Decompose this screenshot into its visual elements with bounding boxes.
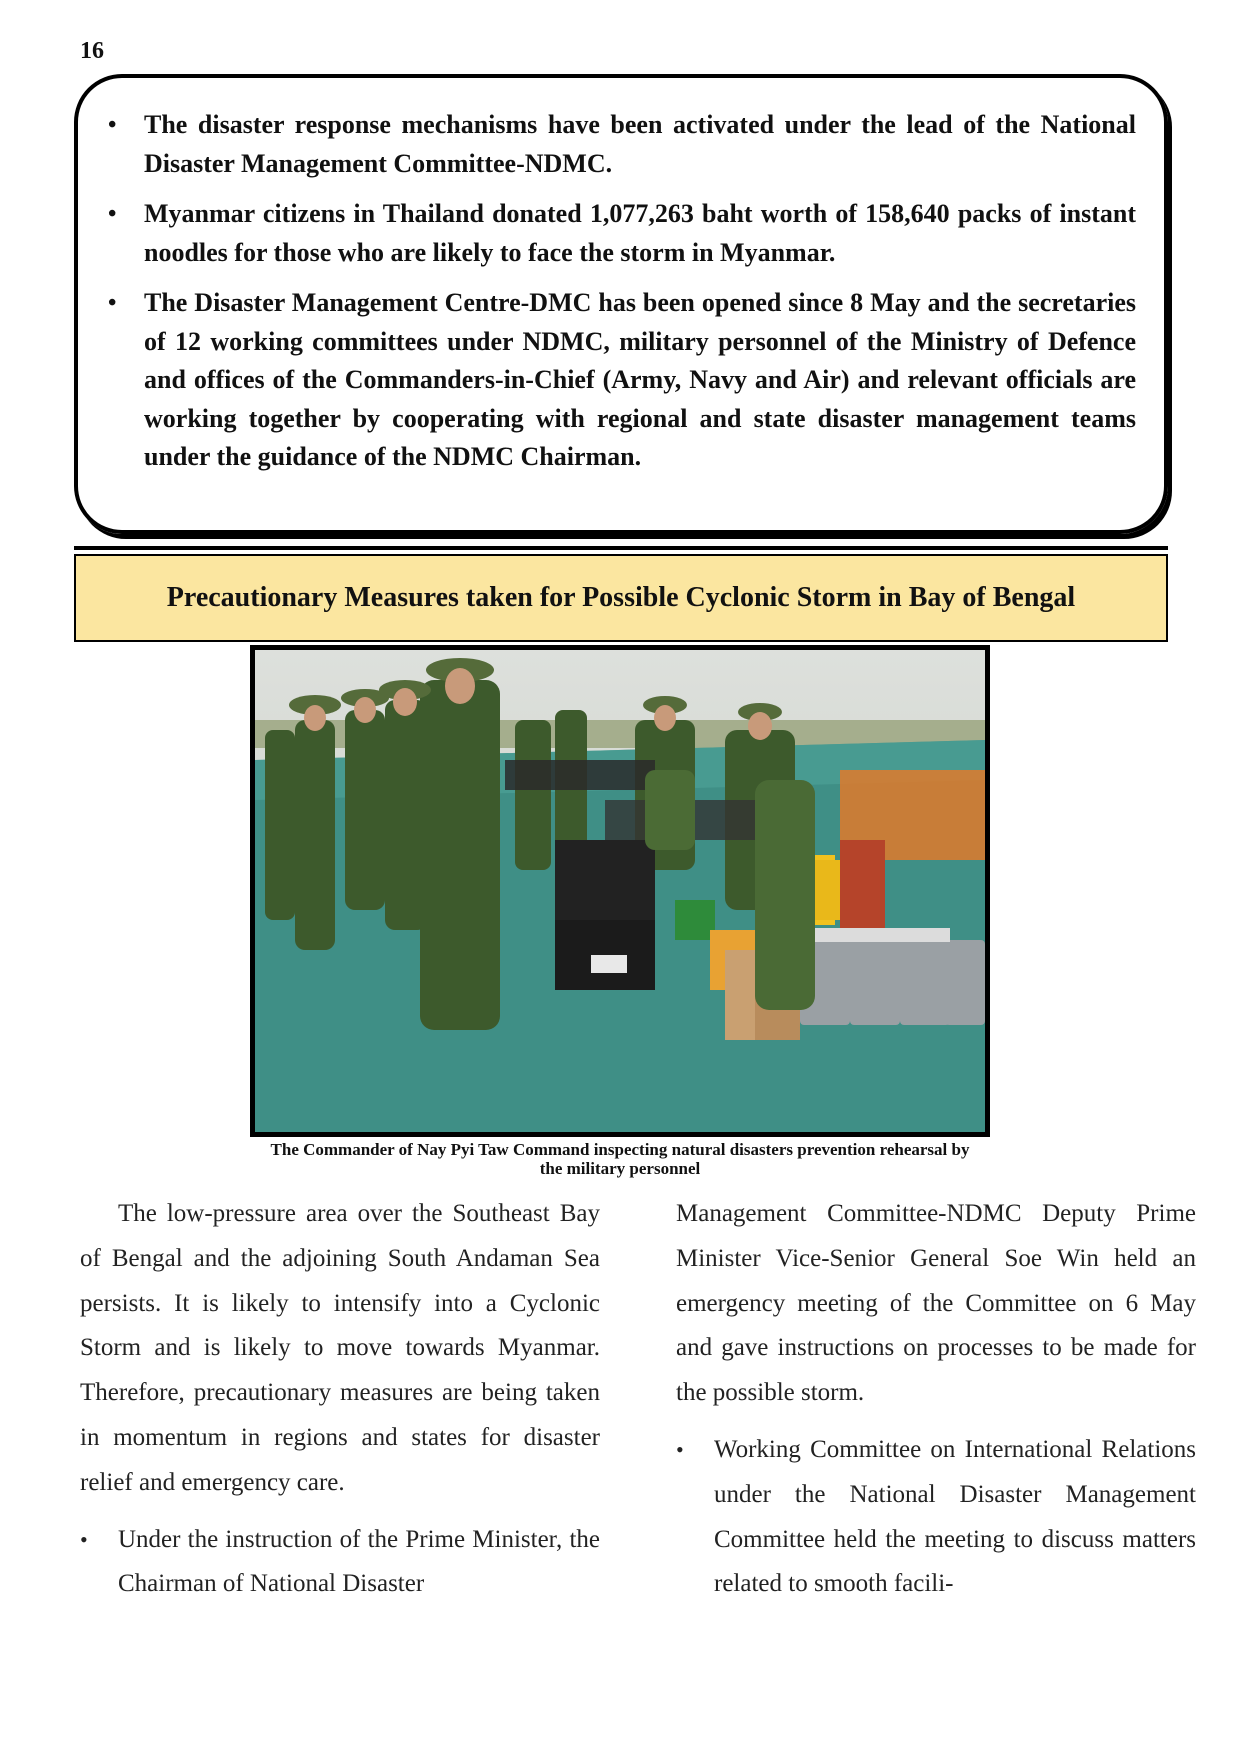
highlight-item	[108, 284, 1136, 477]
article-bullet-text: Working Committee on International Relations under the National Disaster Management Committee held the meeting to discuss matters related to smooth facili-	[714, 1435, 1196, 1598]
highlight-text: The disaster response mechanisms have been activated under the lead of the National Disaster Management Committee-NDMC.	[144, 110, 1136, 178]
article-bullet	[80, 1518, 600, 1608]
caption-line: The Commander of Nay Pyi Taw Command inspecting natural disasters prevention rehearsal by	[270, 1140, 970, 1159]
photo-caption	[170, 1140, 1070, 1178]
article-bullet-text: Under the instruction of the Prime Minister, the Chairman of National Disaster	[118, 1525, 600, 1598]
highlight-item	[108, 195, 1136, 272]
photo-illustration	[255, 650, 985, 1132]
section-divider	[74, 546, 1168, 550]
bullet-icon: •	[80, 1526, 88, 1552]
section-heading: Precautionary Measures taken for Possible Cyclonic Storm in Bay of Bengal	[74, 554, 1168, 642]
caption-line: the military personnel	[539, 1159, 701, 1178]
highlights-box	[74, 74, 1168, 534]
bullet-icon: •	[676, 1436, 684, 1462]
bullet-icon: •	[108, 201, 117, 227]
news-photo	[250, 645, 990, 1137]
article-left-column	[80, 1192, 600, 1607]
highlight-item	[108, 106, 1136, 183]
highlight-text: Myanmar citizens in Thailand donated 1,077,263 baht worth of 158,640 packs of instant noodles for those who are likely to face the storm in Myanmar.	[144, 199, 1136, 267]
highlight-text: The Disaster Management Centre-DMC has been opened since 8 May and the secretaries of 12 working committees under NDMC, military personnel of the Ministry of Defence and offices of the Commanders-in-Chief (Army, Navy and Air) and relevant officials are working together by cooperating with regional and state disaster management teams under the guidance of the NDMC Chairman.	[144, 288, 1136, 471]
article-bullet	[676, 1428, 1196, 1607]
page-number: 16	[80, 38, 104, 64]
article-right-column	[676, 1192, 1196, 1607]
highlights-list	[108, 106, 1136, 477]
bullet-icon: •	[108, 290, 117, 316]
article-paragraph: Management Committee-NDMC Deputy Prime Minister Vice-Senior General Soe Win held an emergency meeting of the Committee on 6 May and gave instructions on processes to be made for the possible storm.	[676, 1200, 1196, 1407]
article-paragraph: The low-pressure area over the Southeast Bay of Bengal and the adjoining South Andaman Sea persists. It is likely to intensify into a Cyclonic Storm and is likely to move towards Myanmar. Therefore, precautionary measures are being taken in momentum in regions and states for disaster relief and emergency care.	[80, 1200, 600, 1496]
bullet-icon: •	[108, 112, 117, 138]
